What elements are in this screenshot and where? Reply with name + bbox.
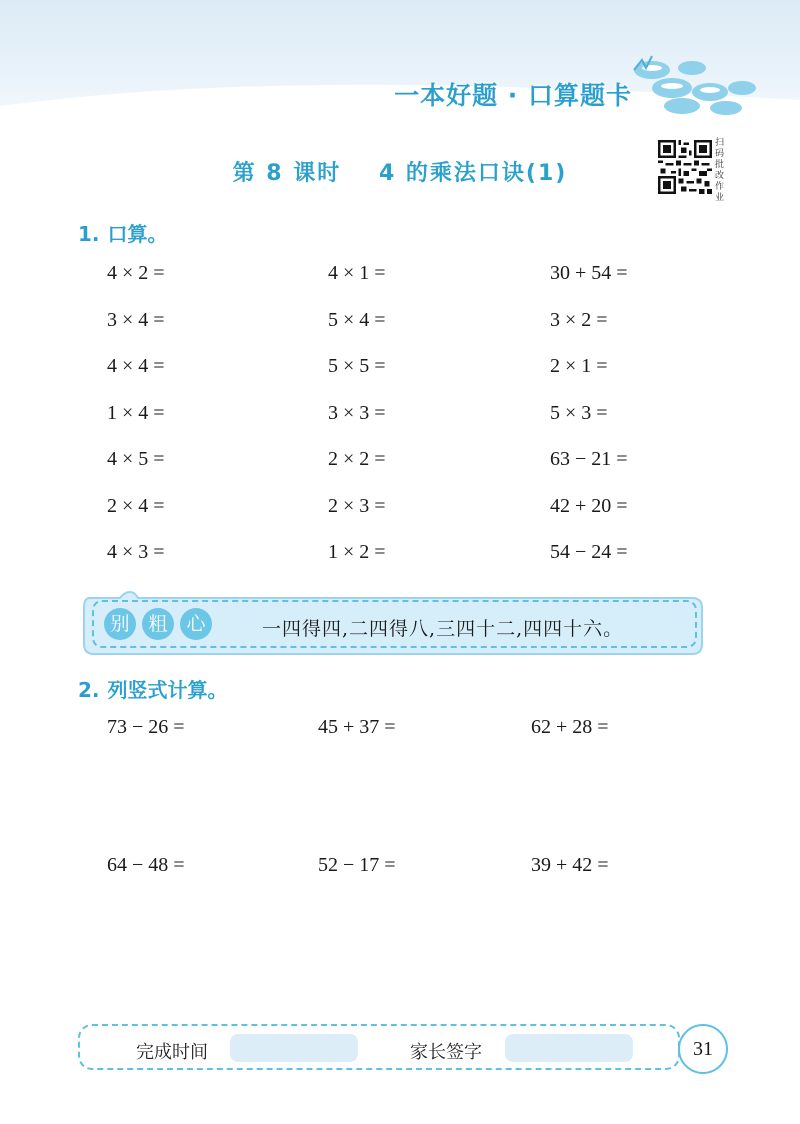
mental-math-problem: 30 + 54 = [550,262,628,284]
completion-time-field[interactable] [230,1034,358,1062]
page-number: 31 [678,1024,728,1074]
vertical-calc-problem: 64 − 48 = [107,854,185,876]
section-1-number: 1. [78,222,100,246]
lesson-number: 第 8 课时 [232,161,342,186]
qr-code-icon[interactable] [658,140,712,194]
mental-math-problem: 1 × 4 = [107,401,165,424]
mental-math-problem: 4 × 3 = [107,541,165,563]
tip-badge-char-1: 别 [104,608,136,640]
mental-math-problem: 5 × 5 = [328,355,386,377]
vertical-calc-problem: 45 + 37 = [318,716,396,738]
lesson-topic: 4 的乘法口诀(1) [378,161,568,186]
qr-label: 扫码批改作业 [715,138,725,203]
vertical-calc-problem: 62 + 28 = [531,716,609,738]
mental-math-problem: 4 × 5 = [107,448,165,470]
section-1-title [78,218,168,247]
mental-math-problem: 2 × 1 = [550,355,608,377]
vertical-calc-problem: 73 − 26 = [107,716,185,738]
vertical-calc-problem: 52 − 17 = [318,854,396,876]
tip-badge-char-2: 粗 [142,608,174,640]
brand-title: 一本好题 · 口算题卡 [394,81,632,110]
mental-math-problem: 5 × 3 = [550,401,608,424]
parent-signature-label: 家长签字 [410,1042,482,1063]
mental-math-problem: 3 × 2 = [550,308,608,331]
mental-math-problem: 54 − 24 = [550,541,628,563]
mental-math-problem: 5 × 4 = [328,308,386,331]
mental-math-problem: 1 × 2 = [328,541,386,563]
mental-math-problem: 4 × 4 = [107,355,165,377]
mental-math-problem: 3 × 4 = [107,308,165,331]
section-2-title [78,674,228,703]
mental-math-problem: 42 + 20 = [550,494,628,517]
tip-badge-char-3: 心 [180,608,212,640]
mental-math-problem: 63 − 21 = [550,448,628,470]
clouds-icon [630,48,800,118]
tip-text: 一四得四,二四得八,三四十二,四四十六。 [262,618,624,640]
vertical-calc-problem: 39 + 42 = [531,854,609,876]
mental-math-problem: 2 × 4 = [107,494,165,517]
mental-math-problem: 4 × 2 = [107,262,165,284]
parent-signature-field[interactable] [505,1034,633,1062]
mental-math-problem: 4 × 1 = [328,262,386,284]
completion-time-label: 完成时间 [136,1042,208,1063]
section-2-number: 2. [78,678,100,702]
section-2-label: 列竖式计算。 [107,678,228,702]
mental-math-problem: 2 × 2 = [328,448,386,470]
mental-math-problem: 2 × 3 = [328,494,386,517]
section-1-label: 口算。 [107,222,168,246]
mental-math-problem: 3 × 3 = [328,401,386,424]
